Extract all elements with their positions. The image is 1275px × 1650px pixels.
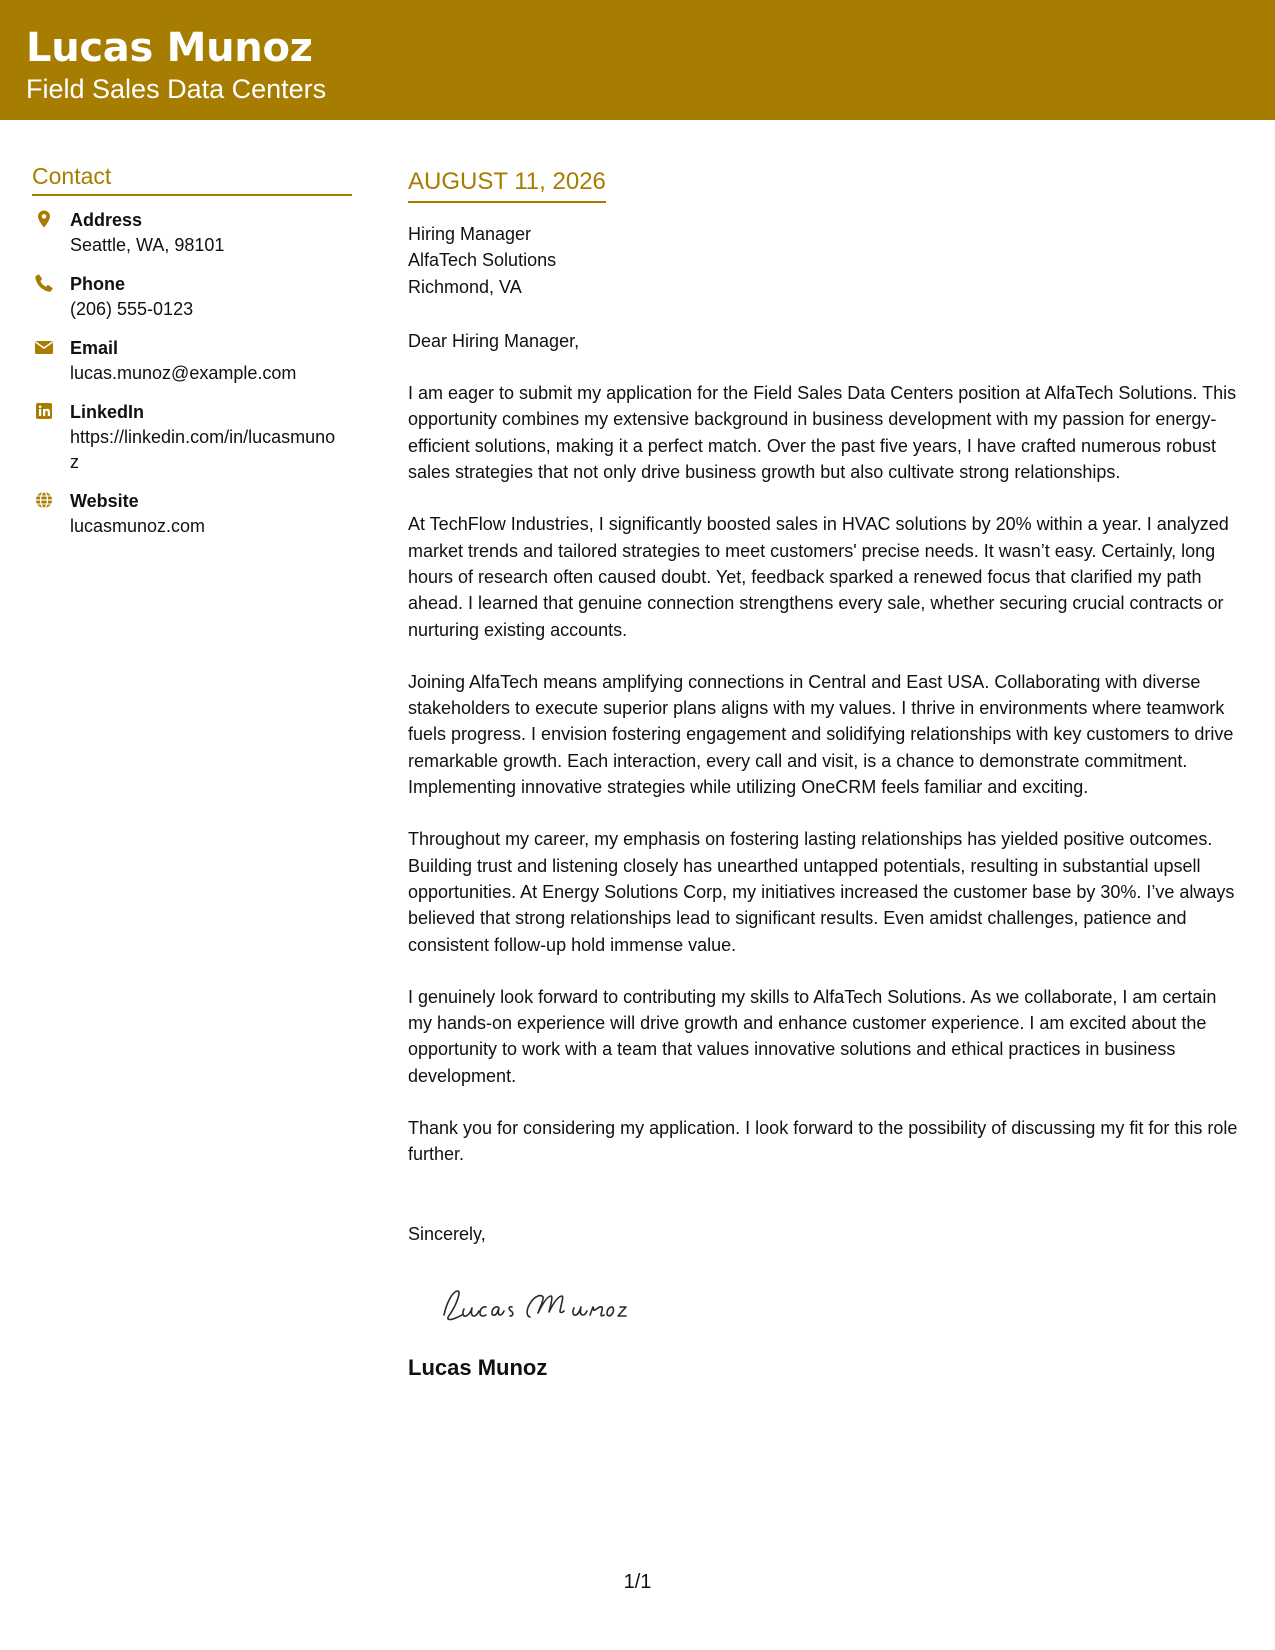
linkedin-icon xyxy=(34,401,54,421)
contact-item-website xyxy=(32,489,352,539)
recipient-block xyxy=(408,221,1243,300)
body-paragraph: At TechFlow Industries, I significantly boosted sales in HVAC solutions by 20% within a year. I analyzed market trends and tailored strategies to meet customers' precise needs. It wasn’t easy. Certainly, long hours of research often caused doubt. Yet, feedback sparked a renewed focus that clarified my path ahead. I learned that genuine connection strengthens every sale, whether securing crucial contracts or nurturing existing accounts. xyxy=(408,514,1229,640)
phone-value: (206) 555-0123 xyxy=(70,299,194,319)
phone-label: Phone xyxy=(70,274,126,294)
website-label: Website xyxy=(70,491,139,511)
email-label: Email xyxy=(70,338,119,358)
body-paragraph: I genuinely look forward to contributing my skills to AlfaTech Solutions. As we collaborate, I am certain my hands-on experience will drive growth and enhance customer experience. I am excited about the opportunity to work with a team that values innovative solutions and ethical practices in business development. xyxy=(408,986,1217,1086)
phone-icon xyxy=(34,273,54,293)
contact-heading: Contact xyxy=(32,160,352,196)
linkedin-value: https://linkedin.com/in/lucasmunoz xyxy=(70,427,336,472)
map-pin-icon xyxy=(34,209,54,229)
contact-item-linkedin xyxy=(32,400,352,475)
applicant-job-title: Field Sales Data Centers xyxy=(26,74,327,104)
body-paragraph: Joining AlfaTech means amplifying connections in Central and East USA. Collaborating with diverse stakeholders to execute superior plans aligns with my values. I thrive in environments where teamwork fuels progress. I envision fostering engagement and solidifying relationships with key customers to drive remarkable growth. Each interaction, every call and visit, is a chance to demonstrate commitment. Implementing innovative strategies while utilizing OneCRM feels familiar and exciting. xyxy=(408,671,1234,798)
globe-icon xyxy=(34,490,54,510)
salutation: Dear Hiring Manager, xyxy=(408,330,580,351)
address-label: Address xyxy=(70,210,143,230)
header-banner xyxy=(0,0,1275,120)
contact-sidebar xyxy=(32,160,352,553)
signed-name: Lucas Munoz xyxy=(408,1354,548,1380)
recipient-line: Hiring Manager xyxy=(408,224,532,244)
letter-body xyxy=(408,166,1243,1383)
linkedin-label: LinkedIn xyxy=(70,402,145,422)
body-paragraph: Thank you for considering my application. I look forward to the possibility of discussing my fit for this role further. xyxy=(408,1118,1238,1165)
page-number: 1/1 xyxy=(623,1571,652,1593)
contact-item-address xyxy=(32,208,352,258)
email-value: lucas.munoz@example.com xyxy=(70,363,297,383)
body-paragraph: Throughout my career, my emphasis on fostering lasting relationships has yielded positive outcomes. Building trust and listening closely has unearthed untapped potentials, resulting in substantial upsell opportunities. At Energy Solutions Corp, my initiatives increased the customer base by 30%. I’ve always believed that strong relationships lead to significant results. Even amidst challenges, patience and consistent follow-up hold immense value. xyxy=(408,829,1235,955)
website-value: lucasmunoz.com xyxy=(70,516,206,536)
applicant-name: Lucas Munoz xyxy=(26,25,313,71)
address-value: Seattle, WA, 98101 xyxy=(70,235,225,255)
contact-item-phone xyxy=(32,272,352,322)
envelope-icon xyxy=(34,337,54,357)
handwritten-signature xyxy=(434,1279,654,1331)
closing: Sincerely, xyxy=(408,1223,486,1244)
recipient-line: Richmond, VA xyxy=(408,276,522,297)
letter-date: AUGUST 11, 2026 xyxy=(408,166,606,203)
body-paragraph: I am eager to submit my application for the Field Sales Data Centers position at AlfaTech Solutions. This opportunity combines my extensive background in business development with my passion for energy-efficient solutions, making it a perfect match. Over the past five years, I have crafted numerous robust sales strategies that not only drive business growth but also cultivate strong relationships. xyxy=(408,383,1237,483)
contact-item-email xyxy=(32,336,352,386)
recipient-line: AlfaTech Solutions xyxy=(408,250,557,271)
